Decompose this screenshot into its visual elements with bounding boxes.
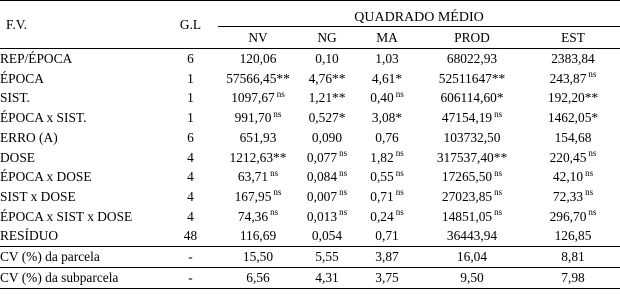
cell-value	[218, 148, 298, 168]
cell-number: 0,013	[306, 208, 338, 224]
cell-number: 3,08*	[371, 110, 403, 126]
cell-value	[526, 226, 620, 246]
cell-value	[298, 88, 356, 108]
cell-number: 42,10	[552, 169, 584, 185]
cell-value	[526, 49, 620, 69]
cell-value	[356, 49, 418, 69]
row-label: ERRO (A)	[0, 129, 58, 145]
cv-label: CV (%) da subparcela	[0, 270, 119, 286]
cell-value	[298, 148, 356, 168]
cv-value: 16,04	[456, 249, 488, 265]
table-row	[0, 69, 620, 89]
cell-value	[356, 69, 418, 89]
cv-value: 7,98	[561, 270, 585, 286]
cell-number: 120,06	[239, 51, 277, 66]
cell-number: 1,03	[375, 51, 399, 66]
significance-mark: ns	[339, 148, 348, 159]
cell-value	[218, 49, 298, 69]
cell-number: 0,527*	[308, 110, 346, 126]
cell-number: 27023,85	[441, 188, 493, 204]
cell-value	[356, 226, 418, 246]
col-header-ma: MA	[376, 29, 398, 45]
table-row	[0, 49, 620, 69]
cv-value: 9,50	[460, 270, 484, 286]
table-row	[0, 88, 620, 108]
cell-value	[418, 187, 526, 207]
cell-value	[298, 108, 356, 128]
cell-number: 0,077	[306, 149, 338, 165]
cell-value	[218, 207, 298, 227]
cell-number: 68022,93	[446, 51, 498, 66]
cell-number: 1,21**	[308, 90, 346, 106]
table-row	[0, 187, 620, 207]
cell-value	[218, 69, 298, 89]
cell-number: 4,76**	[308, 70, 346, 86]
significance-mark: ns	[339, 207, 348, 218]
cell-number: 296,70	[549, 208, 587, 224]
cell-number: 116,69	[239, 228, 277, 244]
cell-value	[526, 88, 620, 108]
cell-number: 52511647**	[438, 70, 506, 86]
cell-value	[356, 167, 418, 187]
cv-value: 5,55	[315, 249, 339, 265]
cell-value	[356, 88, 418, 108]
cell-value	[418, 226, 526, 246]
cell-number: 167,95	[234, 188, 272, 204]
table-body	[0, 49, 620, 247]
cell-value	[418, 148, 526, 168]
significance-mark: ns	[588, 148, 597, 159]
row-label: REP/ÉPOCA	[0, 51, 73, 66]
cell-number: 220,45	[549, 149, 587, 165]
cv-gl: -	[188, 249, 193, 265]
cell-value	[526, 108, 620, 128]
cell-number: 126,85	[554, 228, 592, 244]
header-fv	[0, 1, 163, 49]
significance-mark: ns	[339, 167, 348, 178]
significance-mark: ns	[494, 187, 503, 198]
cell-number: 1212,63**	[229, 149, 287, 165]
significance-mark: ns	[339, 187, 348, 198]
significance-mark: ns	[270, 207, 279, 218]
header-gl: G.L	[179, 16, 202, 32]
cell-number: 0,054	[311, 228, 343, 244]
row-gl: 48	[183, 228, 198, 244]
significance-mark: ns	[276, 88, 285, 99]
cell-number: 4,61*	[371, 70, 403, 86]
cell-value	[298, 207, 356, 227]
cell-number: 36443,94	[446, 228, 498, 244]
cell-value	[218, 108, 298, 128]
cell-value	[356, 187, 418, 207]
cell-number: 192,20**	[547, 90, 599, 106]
cell-number: 14851,05	[441, 208, 493, 224]
cell-number: 0,084	[306, 169, 338, 185]
row-label: ÉPOCA x SIST x DOSE	[0, 208, 133, 224]
cell-value	[218, 226, 298, 246]
significance-mark: ns	[585, 187, 594, 198]
significance-mark: ns	[395, 88, 404, 99]
cell-number: 17265,50	[441, 169, 493, 185]
cell-number: 0,10	[315, 51, 339, 66]
cell-value	[526, 69, 620, 89]
significance-mark: ns	[270, 167, 279, 178]
cv-row	[0, 268, 620, 289]
cell-number: 0,007	[306, 188, 338, 204]
header-quadrado-medio: QUADRADO MÉDIO	[218, 1, 620, 27]
significance-mark: ns	[588, 207, 597, 218]
col-header-est: EST	[561, 29, 585, 45]
cell-value	[298, 69, 356, 89]
cell-number: 74,36	[237, 208, 269, 224]
cell-number: 2383,84	[551, 51, 595, 66]
cell-number: 0,76	[375, 129, 399, 145]
row-label: ÉPOCA x SIST.	[0, 110, 87, 126]
cell-value	[218, 187, 298, 207]
cell-value	[298, 49, 356, 69]
row-gl: 1	[187, 110, 194, 126]
cell-number: 1,82	[370, 149, 394, 165]
cv-label: CV (%) da parcela	[0, 249, 100, 265]
cell-number: 606114,60*	[440, 90, 504, 106]
header-fv-label: F.V.	[6, 16, 28, 32]
cv-value: 15,50	[242, 249, 274, 265]
row-label: RESÍDUO	[0, 228, 59, 244]
row-label: ÉPOCA	[0, 70, 44, 86]
cell-number: 63,71	[237, 169, 269, 185]
row-label: SIST.	[0, 90, 30, 106]
cell-value	[526, 207, 620, 227]
cell-number: 57566,45**	[226, 70, 290, 86]
cell-value	[526, 128, 620, 148]
table-row	[0, 207, 620, 227]
cell-number: 317537,40**	[436, 149, 508, 165]
cell-value	[526, 167, 620, 187]
significance-mark: ns	[494, 207, 503, 218]
cell-number: 0,71	[375, 228, 399, 244]
significance-mark: ns	[273, 187, 282, 198]
cell-number: 243,87	[549, 70, 587, 86]
row-gl: 6	[187, 129, 194, 145]
cell-value	[298, 187, 356, 207]
row-gl: 4	[187, 208, 194, 224]
row-gl: 4	[187, 188, 194, 204]
significance-mark: ns	[494, 167, 503, 178]
cv-value: 4,31	[315, 270, 339, 286]
cell-number: 72,33	[552, 188, 584, 204]
cell-number: 0,55	[370, 169, 394, 185]
cv-row	[0, 247, 620, 268]
row-label: DOSE	[0, 149, 35, 165]
table-footer	[0, 247, 620, 289]
cell-number: 47154,19	[441, 110, 493, 126]
row-label: ÉPOCA x DOSE	[0, 169, 92, 185]
cell-value	[298, 226, 356, 246]
cv-value: 3,75	[375, 270, 399, 286]
significance-mark: ns	[395, 187, 404, 198]
cell-value	[526, 187, 620, 207]
row-gl: 1	[187, 90, 194, 106]
significance-mark: ns	[494, 108, 503, 119]
cell-value	[526, 148, 620, 168]
cell-value	[298, 167, 356, 187]
cell-value	[218, 128, 298, 148]
significance-mark: ns	[395, 167, 404, 178]
cell-value	[356, 128, 418, 148]
table-row	[0, 108, 620, 128]
cell-number: 0,71	[370, 188, 394, 204]
cell-value	[298, 128, 356, 148]
table-row	[0, 148, 620, 168]
cell-number: 154,68	[554, 129, 592, 145]
cell-value	[418, 108, 526, 128]
row-gl: 6	[187, 51, 194, 66]
cv-value: 6,56	[246, 270, 270, 286]
cell-number: 991,70	[234, 110, 272, 126]
cv-value: 3,87	[375, 249, 399, 265]
cell-number: 0,24	[370, 208, 394, 224]
significance-mark: ns	[273, 108, 282, 119]
cell-value	[418, 167, 526, 187]
row-gl: 4	[187, 169, 194, 185]
cell-value	[356, 108, 418, 128]
table-row	[0, 167, 620, 187]
significance-mark: ns	[395, 148, 404, 159]
cell-number: 0,090	[311, 129, 343, 145]
row-label: SIST x DOSE	[0, 188, 76, 204]
table-row	[0, 128, 620, 148]
cell-number: 1462,05*	[547, 110, 599, 126]
table-row	[0, 226, 620, 246]
row-gl: 4	[187, 149, 194, 165]
cell-number: 103732,50	[443, 129, 501, 145]
col-header-prod: PROD	[454, 29, 490, 45]
row-gl: 1	[187, 70, 194, 86]
cell-number: 651,93	[239, 129, 277, 145]
cell-value	[418, 88, 526, 108]
cell-value	[418, 128, 526, 148]
significance-mark: ns	[395, 207, 404, 218]
cell-value	[218, 88, 298, 108]
cell-value	[356, 207, 418, 227]
cell-value	[218, 167, 298, 187]
col-header-ng: NG	[317, 29, 337, 45]
cell-value	[418, 69, 526, 89]
cell-value	[356, 148, 418, 168]
cv-gl: -	[188, 270, 193, 286]
col-header-nv: NV	[248, 29, 268, 45]
significance-mark: ns	[585, 167, 594, 178]
cell-value	[418, 49, 526, 69]
cell-value	[418, 207, 526, 227]
cell-number: 1097,67	[231, 90, 275, 106]
cell-number: 0,40	[370, 90, 394, 106]
significance-mark: ns	[588, 69, 597, 80]
cv-value: 8,81	[561, 249, 585, 265]
